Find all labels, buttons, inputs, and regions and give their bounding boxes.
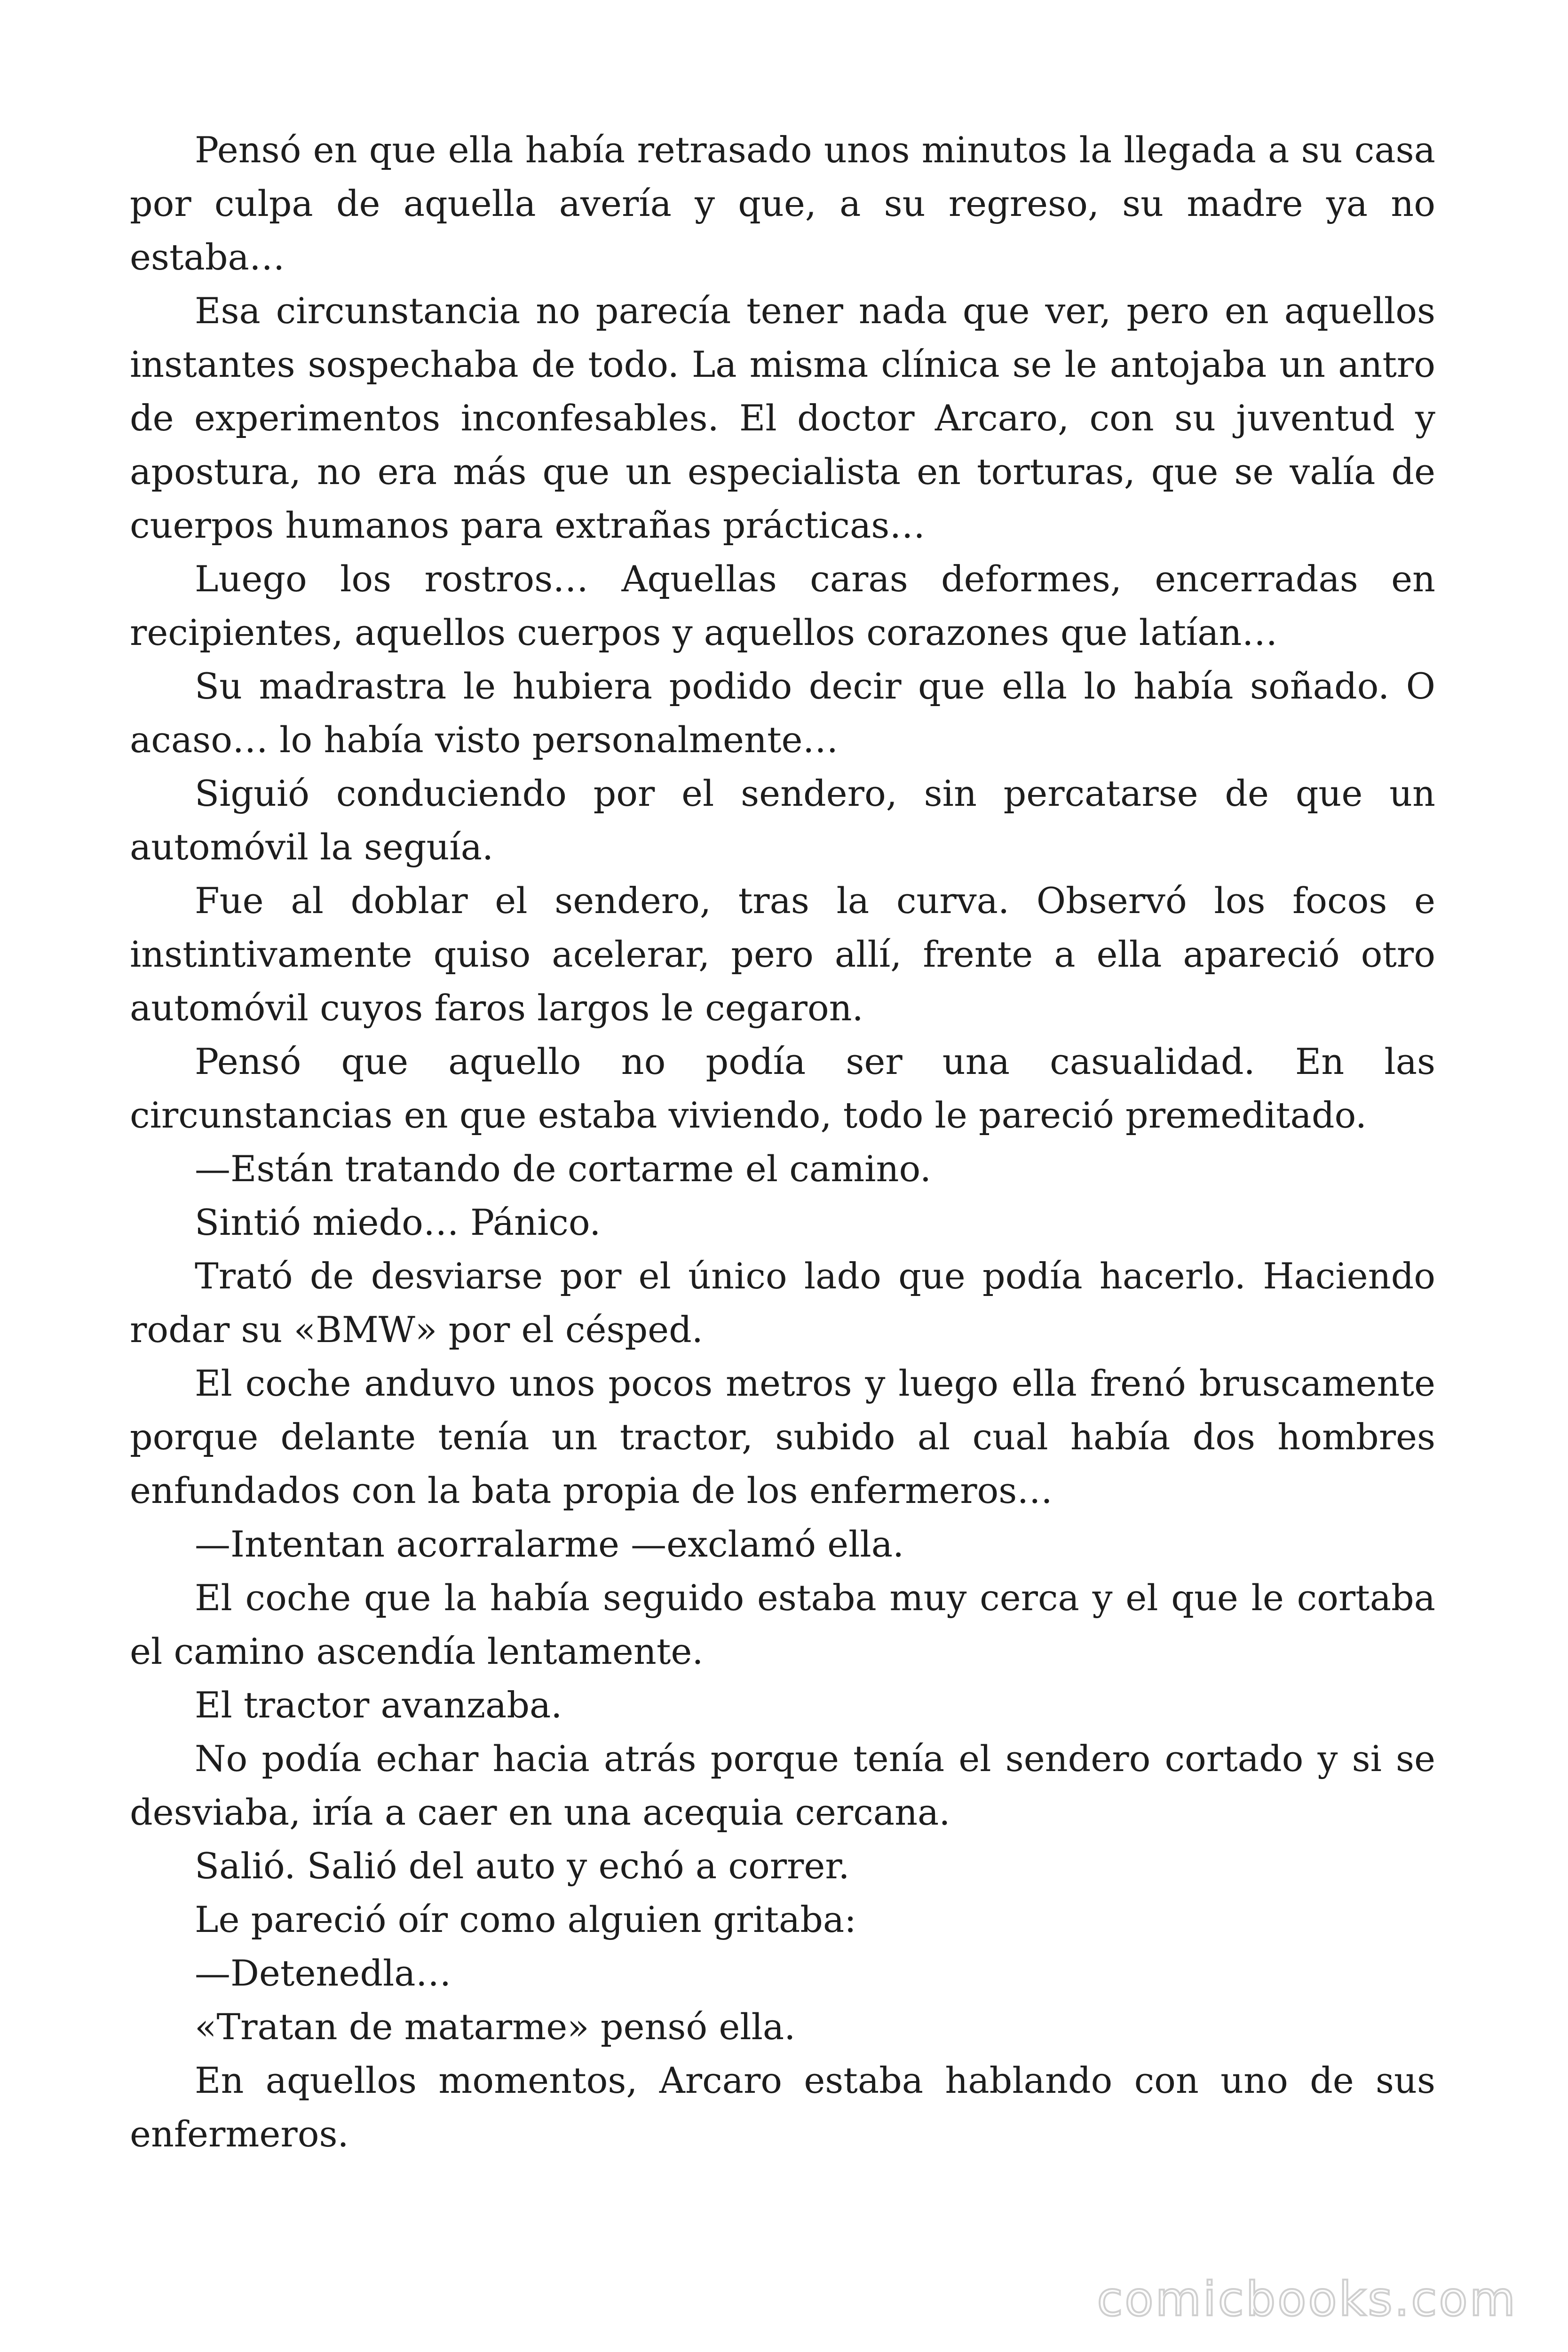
paragraph: Fue al doblar el sendero, tras la curva. Observó los focos e instintivamente quiso acelerar, pero allí, frente a ella apareció otro automóvil cuyos faros largos le cegaron. bbox=[130, 880, 1435, 1029]
paragraph: Siguió conduciendo por el sendero, sin percatarse de que un automóvil la seguía. bbox=[130, 772, 1435, 868]
paragraph: —Detenedla… bbox=[195, 1952, 451, 1994]
paragraph: Sintió miedo… Pánico. bbox=[195, 1201, 601, 1243]
paragraph: —Están tratando de cortarme el camino. bbox=[195, 1148, 932, 1190]
page-body-text bbox=[130, 123, 1435, 2161]
paragraph: Trató de desviarse por el único lado que podía hacerlo. Haciendo rodar su «BMW» por el césped. bbox=[130, 1255, 1435, 1351]
paragraph: Le pareció oír como alguien gritaba: bbox=[195, 1899, 856, 1940]
paragraph: En aquellos momentos, Arcaro estaba hablando con uno de sus enfermeros. bbox=[130, 2059, 1435, 2155]
paragraph: Su madrastra le hubiera podido decir que ella lo había soñado. O acaso… lo había visto personalmente… bbox=[130, 665, 1435, 761]
watermark: comicbooks.com bbox=[1097, 2272, 1517, 2327]
paragraph: Pensó que aquello no podía ser una casualidad. En las circunstancias en que estaba viviendo, todo le pareció premeditado. bbox=[130, 1041, 1435, 1136]
paragraph: El coche anduvo unos pocos metros y luego ella frenó bruscamente porque delante tenía un tractor, subido al cual había dos hombres enfundados con la bata propia de los enfermeros… bbox=[130, 1362, 1435, 1511]
paragraph: Esa circunstancia no parecía tener nada que ver, pero en aquellos instantes sospechaba de todo. La misma clínica se le antojaba un antro de experimentos inconfesables. El doctor Arcaro, con su juventud y apostura, no era más que un especialista en torturas, que se valía de cuerpos humanos para extrañas prácticas… bbox=[130, 290, 1435, 546]
paragraph: —Intentan acorralarme —exclamó ella. bbox=[195, 1523, 904, 1565]
paragraph: No podía echar hacia atrás porque tenía el sendero cortado y si se desviaba, iría a caer en una acequia cercana. bbox=[130, 1738, 1435, 1833]
paragraph: «Tratan de matarme» pensó ella. bbox=[195, 2006, 796, 2048]
paragraph: Salió. Salió del auto y echó a correr. bbox=[195, 1845, 850, 1887]
paragraph: El coche que la había seguido estaba muy cerca y el que le cortaba el camino ascendía lentamente. bbox=[130, 1577, 1435, 1672]
paragraph: Luego los rostros… Aquellas caras deformes, encerradas en recipientes, aquellos cuerpos y aquellos corazones que latían… bbox=[130, 558, 1435, 653]
paragraph: Pensó en que ella había retrasado unos minutos la llegada a su casa por culpa de aquella avería y que, a su regreso, su madre ya no estaba… bbox=[130, 129, 1435, 278]
paragraph: El tractor avanzaba. bbox=[195, 1684, 562, 1726]
